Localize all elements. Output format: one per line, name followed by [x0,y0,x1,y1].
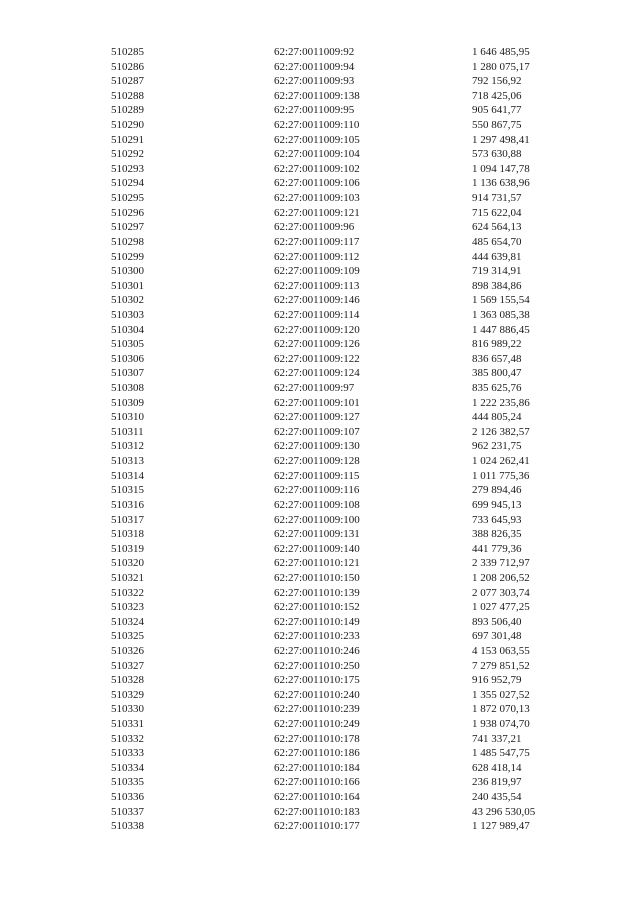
cadastral-value-table [0,45,640,834]
row-number: 510311 [111,425,144,438]
cadastral-value: 1 027 477,25 [472,601,530,614]
table-row [0,118,640,133]
cadastral-value: 1 363 085,38 [472,308,530,321]
table-row [0,761,640,776]
row-number: 510317 [111,513,144,526]
table-row [0,790,640,805]
cadastral-value: 741 337,21 [472,732,522,745]
table-row [0,615,640,630]
row-number: 510288 [111,89,144,102]
table-row [0,571,640,586]
row-number: 510331 [111,718,144,731]
cadastral-number: 62:27:0011009:140 [274,542,360,555]
cadastral-number: 62:27:0011009:102 [274,162,360,175]
row-number: 510309 [111,396,144,409]
table-row [0,45,640,60]
cadastral-value: 7 279 851,52 [472,659,530,672]
cadastral-value: 1 355 027,52 [472,688,530,701]
cadastral-number: 62:27:0011010:249 [274,718,360,731]
row-number: 510316 [111,498,144,511]
table-row [0,600,640,615]
cadastral-number: 62:27:0011009:138 [274,89,360,102]
row-number: 510323 [111,601,144,614]
cadastral-number: 62:27:0011009:94 [274,60,355,73]
row-number: 510296 [111,206,144,219]
table-row [0,103,640,118]
cadastral-number: 62:27:0011010:186 [274,747,360,760]
cadastral-number: 62:27:0011010:139 [274,586,360,599]
cadastral-value: 573 630,88 [472,148,522,161]
row-number: 510302 [111,294,144,307]
row-number: 510322 [111,586,144,599]
table-row [0,659,640,674]
row-number: 510319 [111,542,144,555]
row-number: 510292 [111,148,144,161]
row-number: 510295 [111,192,144,205]
table-row [0,250,640,265]
cadastral-number: 62:27:0011009:108 [274,498,360,511]
table-row [0,644,640,659]
cadastral-value: 893 506,40 [472,615,522,628]
row-number: 510312 [111,440,144,453]
table-row [0,162,640,177]
cadastral-number: 62:27:0011009:97 [274,382,355,395]
cadastral-value: 236 819,97 [472,776,522,789]
cadastral-value: 816 989,22 [472,338,522,351]
table-row [0,381,640,396]
table-row [0,206,640,221]
row-number: 510332 [111,732,144,745]
row-number: 510334 [111,761,144,774]
table-row [0,89,640,104]
table-row [0,542,640,557]
cadastral-value: 1 094 147,78 [472,162,530,175]
table-row [0,74,640,89]
table-row [0,264,640,279]
cadastral-number: 62:27:0011010:250 [274,659,360,672]
row-number: 510287 [111,75,144,88]
cadastral-number: 62:27:0011009:93 [274,75,355,88]
cadastral-value: 1 485 547,75 [472,747,530,760]
row-number: 510333 [111,747,144,760]
row-number: 510290 [111,119,144,132]
row-number: 510293 [111,162,144,175]
cadastral-number: 62:27:0011009:106 [274,177,360,190]
cadastral-number: 62:27:0011009:109 [274,265,360,278]
cadastral-number: 62:27:0011009:126 [274,338,360,351]
cadastral-number: 62:27:0011010:178 [274,732,360,745]
cadastral-number: 62:27:0011009:131 [274,528,360,541]
table-row [0,425,640,440]
row-number: 510326 [111,644,144,657]
cadastral-number: 62:27:0011009:115 [274,469,360,482]
table-row [0,454,640,469]
cadastral-value: 441 779,36 [472,542,522,555]
table-row [0,805,640,820]
cadastral-value: 628 418,14 [472,761,522,774]
table-row [0,220,640,235]
table-row [0,279,640,294]
row-number: 510325 [111,630,144,643]
row-number: 510327 [111,659,144,672]
cadastral-number: 62:27:0011010:233 [274,630,360,643]
row-number: 510315 [111,484,144,497]
cadastral-number: 62:27:0011010:152 [274,601,360,614]
row-number: 510335 [111,776,144,789]
cadastral-value: 2 126 382,57 [472,425,530,438]
cadastral-value: 1 208 206,52 [472,571,530,584]
cadastral-number: 62:27:0011010:121 [274,557,360,570]
table-row [0,775,640,790]
row-number: 510297 [111,221,144,234]
table-row [0,396,640,411]
row-number: 510329 [111,688,144,701]
cadastral-value: 43 296 530,05 [472,805,536,818]
table-row [0,498,640,513]
cadastral-value: 388 826,35 [472,528,522,541]
row-number: 510324 [111,615,144,628]
row-number: 510318 [111,528,144,541]
cadastral-value: 2 077 303,74 [472,586,530,599]
row-number: 510294 [111,177,144,190]
cadastral-value: 1 872 070,13 [472,703,530,716]
cadastral-number: 62:27:0011009:96 [274,221,355,234]
cadastral-value: 1 136 638,96 [472,177,530,190]
cadastral-value: 962 231,75 [472,440,522,453]
cadastral-value: 718 425,06 [472,89,522,102]
cadastral-number: 62:27:0011009:101 [274,396,360,409]
table-row [0,819,640,834]
table-row [0,483,640,498]
row-number: 510304 [111,323,144,336]
table-row [0,513,640,528]
cadastral-number: 62:27:0011010:164 [274,791,360,804]
table-row [0,337,640,352]
cadastral-number: 62:27:0011010:240 [274,688,360,701]
table-row [0,352,640,367]
cadastral-number: 62:27:0011010:246 [274,644,360,657]
row-number: 510306 [111,352,144,365]
cadastral-value: 715 622,04 [472,206,522,219]
row-number: 510305 [111,338,144,351]
cadastral-number: 62:27:0011009:122 [274,352,360,365]
table-row [0,366,640,381]
table-row [0,556,640,571]
cadastral-number: 62:27:0011010:150 [274,571,360,584]
cadastral-number: 62:27:0011009:130 [274,440,360,453]
cadastral-value: 624 564,13 [472,221,522,234]
cadastral-number: 62:27:0011010:177 [274,820,360,833]
row-number: 510328 [111,674,144,687]
table-row [0,191,640,206]
table-row [0,469,640,484]
cadastral-value: 733 645,93 [472,513,522,526]
cadastral-value: 1 447 886,45 [472,323,530,336]
row-number: 510307 [111,367,144,380]
row-number: 510321 [111,571,144,584]
table-row [0,673,640,688]
cadastral-number: 62:27:0011009:114 [274,308,360,321]
cadastral-value: 835 625,76 [472,382,522,395]
row-number: 510337 [111,805,144,818]
cadastral-number: 62:27:0011009:128 [274,455,360,468]
cadastral-value: 914 731,57 [472,192,522,205]
cadastral-number: 62:27:0011009:110 [274,119,360,132]
row-number: 510300 [111,265,144,278]
table-row [0,527,640,542]
cadastral-value: 898 384,86 [472,279,522,292]
row-number: 510299 [111,250,144,263]
cadastral-number: 62:27:0011010:184 [274,761,360,774]
cadastral-number: 62:27:0011009:92 [274,46,355,58]
cadastral-number: 62:27:0011010:239 [274,703,360,716]
cadastral-number: 62:27:0011009:120 [274,323,360,336]
cadastral-number: 62:27:0011009:95 [274,104,355,117]
cadastral-number: 62:27:0011009:146 [274,294,360,307]
cadastral-value: 1 024 262,41 [472,455,530,468]
table-row [0,629,640,644]
row-number: 510303 [111,308,144,321]
row-number: 510310 [111,411,144,424]
cadastral-value: 1 646 485,95 [472,46,530,58]
cadastral-number: 62:27:0011010:166 [274,776,360,789]
table-row [0,702,640,717]
cadastral-value: 1 297 498,41 [472,133,530,146]
cadastral-number: 62:27:0011010:175 [274,674,360,687]
cadastral-value: 1 222 235,86 [472,396,530,409]
cadastral-value: 240 435,54 [472,791,522,804]
row-number: 510289 [111,104,144,117]
cadastral-value: 2 339 712,97 [472,557,530,570]
cadastral-value: 836 657,48 [472,352,522,365]
table-row [0,439,640,454]
row-number: 510320 [111,557,144,570]
cadastral-value: 916 952,79 [472,674,522,687]
row-number: 510336 [111,791,144,804]
cadastral-number: 62:27:0011009:127 [274,411,360,424]
cadastral-value: 1 569 155,54 [472,294,530,307]
cadastral-value: 1 280 075,17 [472,60,530,73]
cadastral-number: 62:27:0011009:104 [274,148,360,161]
row-number: 510291 [111,133,144,146]
table-row [0,133,640,148]
cadastral-number: 62:27:0011009:116 [274,484,360,497]
row-number: 510308 [111,382,144,395]
cadastral-value: 279 894,46 [472,484,522,497]
cadastral-number: 62:27:0011009:107 [274,425,360,438]
row-number: 510298 [111,235,144,248]
table-row [0,235,640,250]
cadastral-number: 62:27:0011009:112 [274,250,360,263]
cadastral-number: 62:27:0011009:103 [274,192,360,205]
cadastral-value: 550 867,75 [472,119,522,132]
table-row [0,147,640,162]
cadastral-value: 444 639,81 [472,250,522,263]
table-row [0,688,640,703]
row-number: 510330 [111,703,144,716]
row-number: 510286 [111,60,144,73]
cadastral-value: 1 127 989,47 [472,820,530,833]
cadastral-value: 697 301,48 [472,630,522,643]
table-row [0,60,640,75]
table-row [0,176,640,191]
cadastral-value: 385 800,47 [472,367,522,380]
table-row [0,323,640,338]
cadastral-value: 792 156,92 [472,75,522,88]
cadastral-number: 62:27:0011009:121 [274,206,360,219]
cadastral-value: 4 153 063,55 [472,644,530,657]
cadastral-value: 1 938 074,70 [472,718,530,731]
row-number: 510285 [111,46,144,58]
cadastral-number: 62:27:0011009:105 [274,133,360,146]
cadastral-number: 62:27:0011009:113 [274,279,360,292]
cadastral-value: 1 011 775,36 [472,469,530,482]
row-number: 510301 [111,279,144,292]
row-number: 510338 [111,820,144,833]
cadastral-value: 719 314,91 [472,265,522,278]
row-number: 510314 [111,469,144,482]
row-number: 510313 [111,455,144,468]
table-row [0,746,640,761]
table-row [0,717,640,732]
cadastral-value: 699 945,13 [472,498,522,511]
cadastral-value: 485 654,70 [472,235,522,248]
cadastral-number: 62:27:0011009:117 [274,235,360,248]
cadastral-number: 62:27:0011009:100 [274,513,360,526]
table-row [0,293,640,308]
cadastral-number: 62:27:0011010:149 [274,615,360,628]
cadastral-value: 444 805,24 [472,411,522,424]
table-row [0,410,640,425]
cadastral-number: 62:27:0011010:183 [274,805,360,818]
table-row [0,732,640,747]
table-row [0,308,640,323]
table-row [0,586,640,601]
cadastral-number: 62:27:0011009:124 [274,367,360,380]
cadastral-value: 905 641,77 [472,104,522,117]
